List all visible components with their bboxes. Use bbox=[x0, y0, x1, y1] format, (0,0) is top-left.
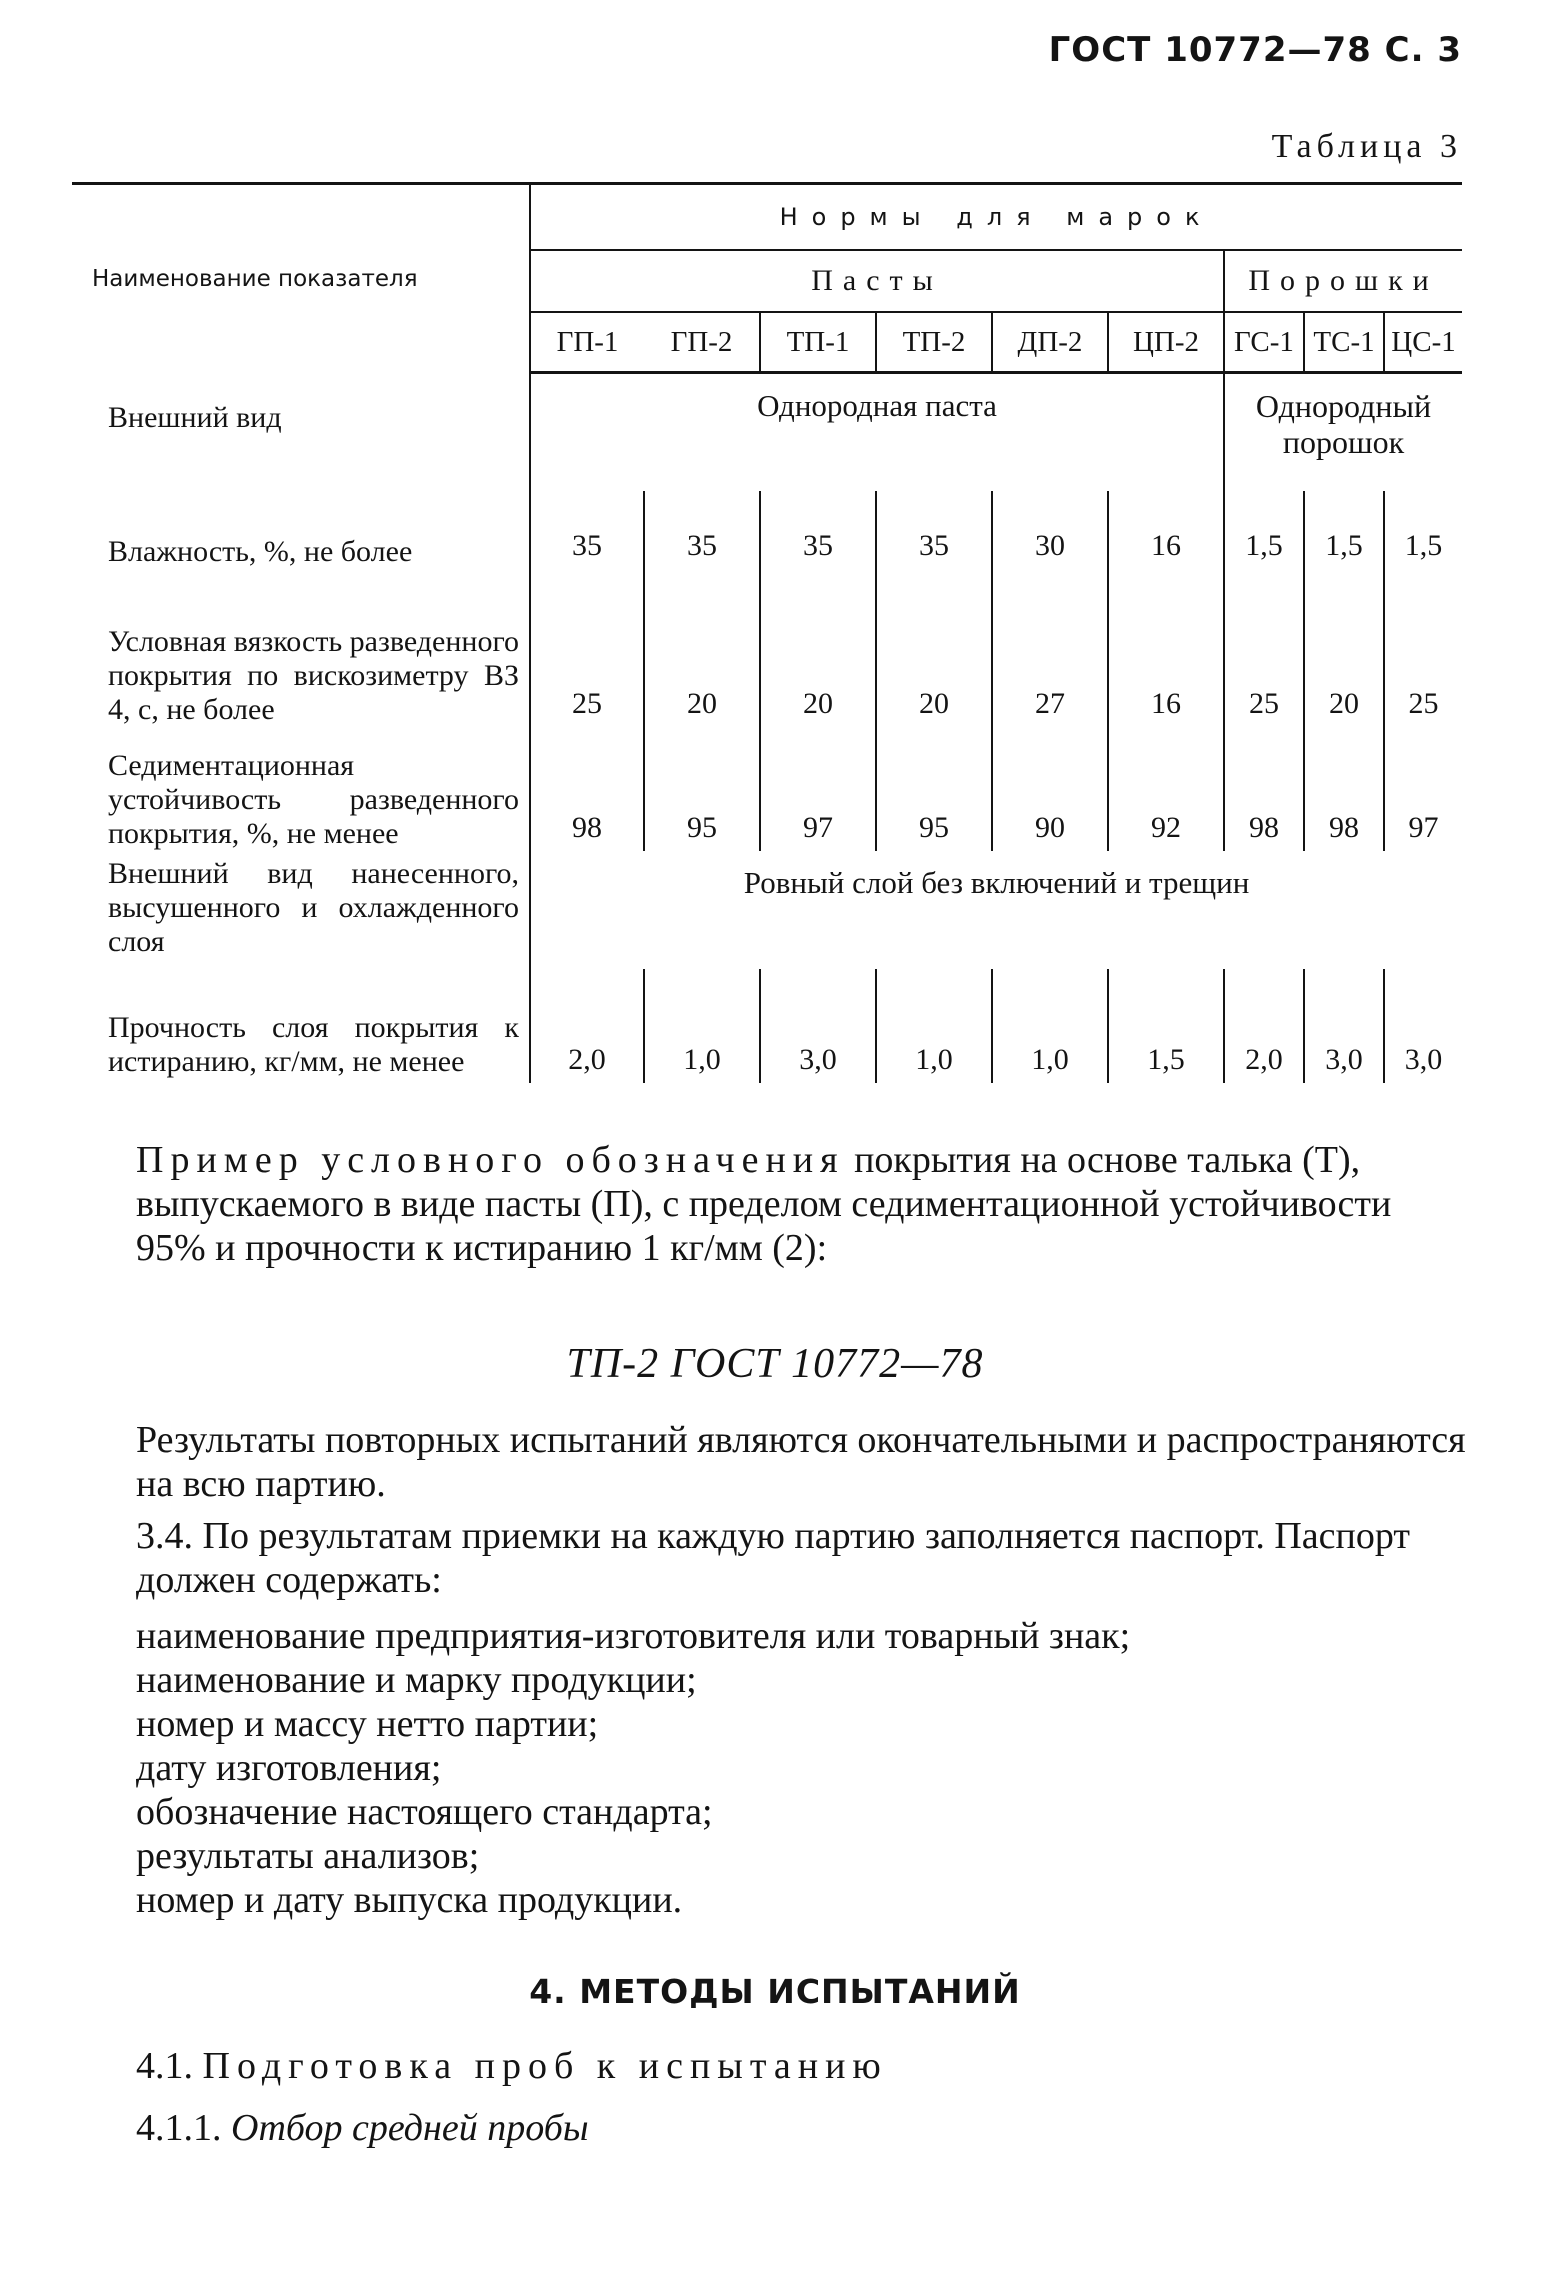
sedimentation-value: 97 bbox=[760, 727, 876, 851]
abrasion-value: 3,0 bbox=[1384, 969, 1462, 1083]
viscosity-value: 20 bbox=[1304, 569, 1384, 727]
name-column-header: Наименование показателя bbox=[72, 184, 530, 373]
grade-header: ТС-1 bbox=[1304, 312, 1384, 373]
list-item: дату изготовления; bbox=[136, 1747, 442, 1789]
abrasion-value: 1,0 bbox=[644, 969, 760, 1083]
moisture-value: 35 bbox=[644, 491, 760, 569]
viscosity-value: 25 bbox=[1224, 569, 1304, 727]
row-label-abrasion: Прочность слоя покрытия к истиранию, кг/мм, не менее bbox=[108, 1010, 519, 1078]
page-header: ГОСТ 10772—78 С. 3 bbox=[1048, 30, 1462, 70]
abrasion-value: 1,0 bbox=[992, 969, 1108, 1083]
sedimentation-value: 98 bbox=[530, 727, 644, 851]
table-caption: Таблица 3 bbox=[1271, 128, 1462, 165]
viscosity-value: 25 bbox=[530, 569, 644, 727]
subsection-4-1 bbox=[136, 2044, 1466, 2088]
layer-appearance-value: Ровный слой без включений и трещин bbox=[530, 851, 1462, 969]
abrasion-value: 1,0 bbox=[876, 969, 992, 1083]
row-label-layer-appearance: Внешний вид нанесенного, высушенного и охлажденного слоя bbox=[108, 856, 519, 958]
passport-contents-list bbox=[136, 1614, 1130, 1922]
retest-paragraph: Результаты повторных испытаний являются окончательными и распространяются на всю партию. bbox=[136, 1419, 1466, 1505]
grade-header: ГП-2 bbox=[644, 312, 760, 373]
moisture-value: 35 bbox=[876, 491, 992, 569]
designation-formula: ТП-2 ГОСТ 10772—78 bbox=[566, 1341, 984, 1387]
subsection-4-1-1-number: 4.1.1. bbox=[136, 2107, 222, 2149]
list-item: наименование и марку продукции; bbox=[136, 1659, 697, 1701]
powders-header: Порошки bbox=[1224, 250, 1462, 312]
subsection-4-1-1-title: Отбор средней пробы bbox=[231, 2107, 589, 2149]
moisture-value: 16 bbox=[1108, 491, 1224, 569]
moisture-value: 1,5 bbox=[1224, 491, 1304, 569]
abrasion-value: 3,0 bbox=[760, 969, 876, 1083]
paragraph-3-4: 3.4. По результатам приемки на каждую партию заполняется паспорт. Паспорт должен содержать: bbox=[136, 1515, 1410, 1601]
list-item: результаты анализов; bbox=[136, 1835, 480, 1877]
viscosity-value: 20 bbox=[644, 569, 760, 727]
sedimentation-value: 98 bbox=[1224, 727, 1304, 851]
row-label-appearance: Внешний вид bbox=[108, 400, 282, 434]
subsection-4-1-number: 4.1. bbox=[136, 2045, 193, 2087]
abrasion-value: 1,5 bbox=[1108, 969, 1224, 1083]
sedimentation-value: 98 bbox=[1304, 727, 1384, 851]
moisture-value: 35 bbox=[530, 491, 644, 569]
grade-header: ТП-1 bbox=[760, 312, 876, 373]
viscosity-value: 20 bbox=[760, 569, 876, 727]
example-text: покрытия на основе талька (Т), выпускаемого в виде пасты (П), с пределом седиментационной устойчивости 95% и прочности к истиранию 1 кг/мм (2): bbox=[136, 1139, 1392, 1269]
grade-header: ГС-1 bbox=[1224, 312, 1304, 373]
list-item: номер и массу нетто партии; bbox=[136, 1703, 599, 1745]
example-lead: Пример условного обозначения bbox=[136, 1139, 845, 1181]
abrasion-value: 3,0 bbox=[1304, 969, 1384, 1083]
norms-table bbox=[72, 182, 1462, 1083]
moisture-value: 1,5 bbox=[1304, 491, 1384, 569]
list-item: наименование предприятия-изготовителя или товарный знак; bbox=[136, 1615, 1131, 1657]
moisture-value: 30 bbox=[992, 491, 1108, 569]
sedimentation-value: 95 bbox=[644, 727, 760, 851]
norms-group-header: Нормы для марок bbox=[530, 184, 1462, 251]
grade-header: ЦП-2 bbox=[1108, 312, 1224, 373]
row-label-viscosity: Условная вязкость разведенного покрытия по вискозиметру ВЗ 4, с, не более bbox=[108, 624, 519, 726]
grade-header: ЦС-1 bbox=[1384, 312, 1462, 373]
sedimentation-value: 90 bbox=[992, 727, 1108, 851]
abrasion-value: 2,0 bbox=[530, 969, 644, 1083]
sedimentation-value: 95 bbox=[876, 727, 992, 851]
row-label-moisture: Влажность, %, не более bbox=[108, 534, 413, 568]
moisture-value: 35 bbox=[760, 491, 876, 569]
viscosity-value: 16 bbox=[1108, 569, 1224, 727]
viscosity-value: 20 bbox=[876, 569, 992, 727]
pastes-header: Пасты bbox=[530, 250, 1224, 312]
moisture-value: 1,5 bbox=[1384, 491, 1462, 569]
abrasion-value: 2,0 bbox=[1224, 969, 1304, 1083]
grade-header: ТП-2 bbox=[876, 312, 992, 373]
appearance-pastes-value: Однородная паста bbox=[530, 373, 1224, 491]
list-item: номер и дату выпуска продукции. bbox=[136, 1879, 683, 1921]
sedimentation-value: 97 bbox=[1384, 727, 1462, 851]
appearance-powders-value: Однородный порошок bbox=[1224, 373, 1462, 491]
sedimentation-value: 92 bbox=[1108, 727, 1224, 851]
subsection-4-1-title: Подготовка проб к испытанию bbox=[202, 2045, 888, 2087]
section-4-title: 4. МЕТОДЫ ИСПЫТАНИЙ bbox=[529, 1972, 1021, 2011]
viscosity-value: 25 bbox=[1384, 569, 1462, 727]
example-paragraph bbox=[136, 1138, 1466, 1270]
row-label-sedimentation: Седиментационная устойчивость разведенного покрытия, %, не менее bbox=[108, 748, 519, 850]
viscosity-value: 27 bbox=[992, 569, 1108, 727]
subsection-4-1-1 bbox=[136, 2106, 1466, 2150]
grade-header: ГП-1 bbox=[530, 312, 644, 373]
list-item: обозначение настоящего стандарта; bbox=[136, 1791, 713, 1833]
grade-header: ДП-2 bbox=[992, 312, 1108, 373]
